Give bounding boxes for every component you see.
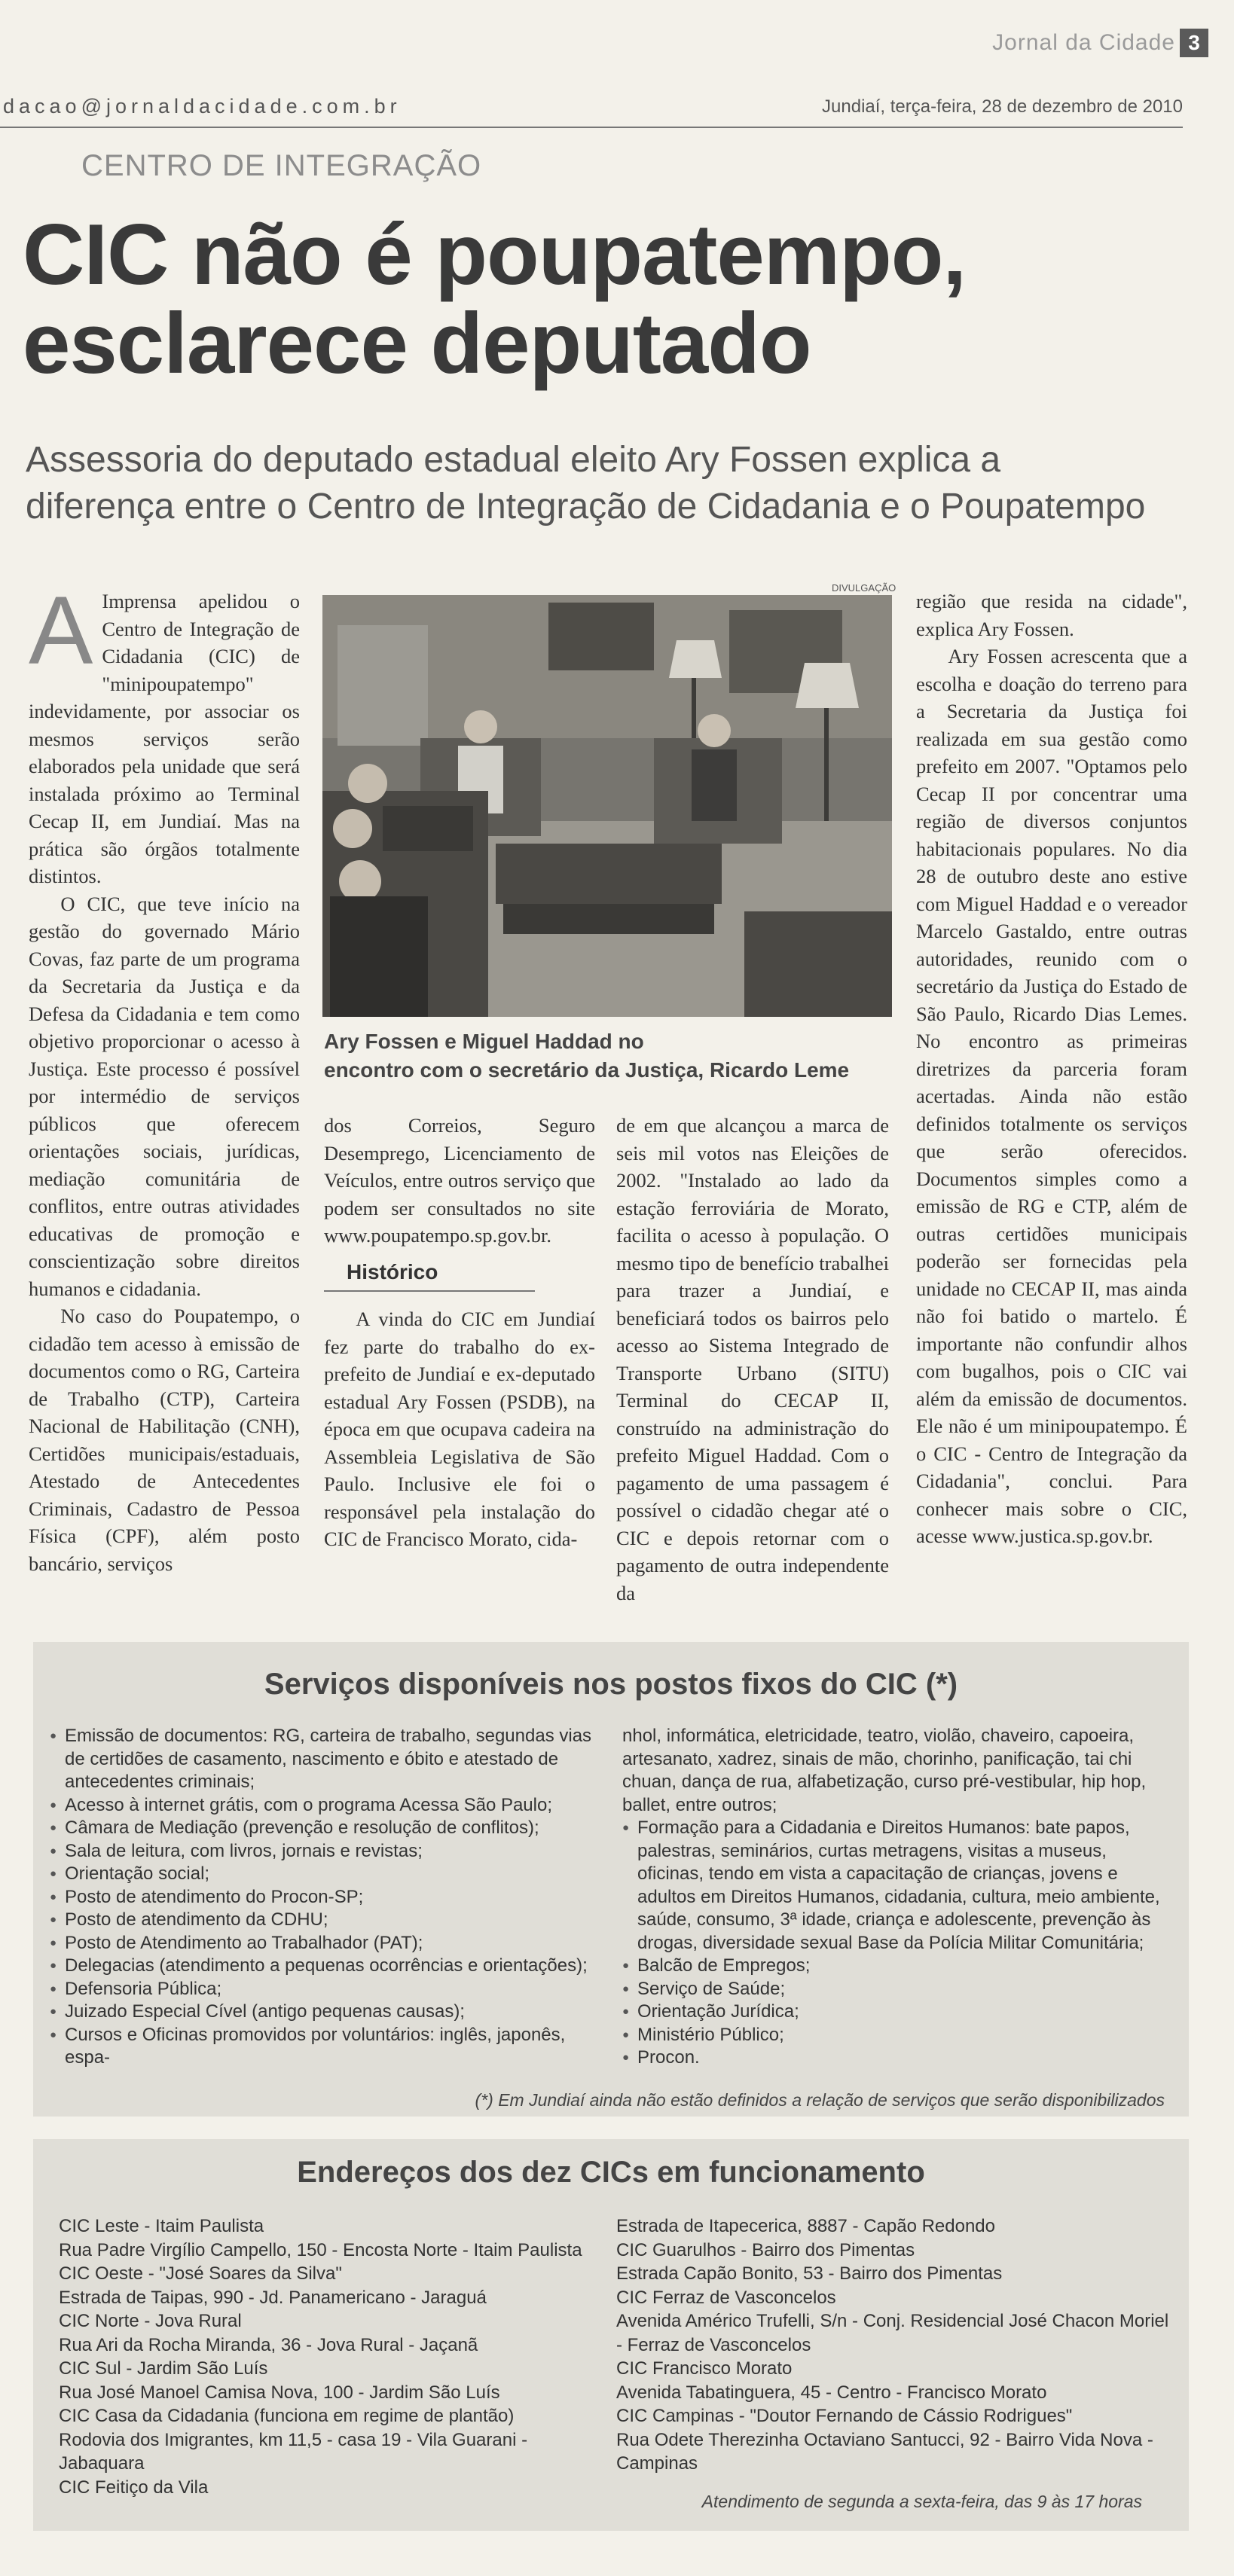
list-item-continuation: nhol, informática, eletricidade, teatro, violão, chaveiro, capoeira, artesanato, xadrez, sinais de mão, chorinho, panificação, tai chi chuan, dança de rua, alfabetização, curso pré-vestibular, hip hop, ballet, entre outros; <box>622 1726 1147 1815</box>
address-line: Estrada de Taipas, 990 - Jd. Panamericano - Jaraguá <box>59 2287 487 2308</box>
addresses-list-left <box>59 2214 616 2499</box>
deck <box>26 437 1186 530</box>
meeting-photo-illustration <box>322 595 892 1017</box>
paragraph: dos Correios, Seguro Desemprego, Licenciamento de Veículos, entre outros serviço que podem ser consultados no site www.poupatempo.sp.gov.br. <box>324 1114 595 1247</box>
paragraph: Ary Fossen acrescenta que a escolha e doação do terreno para a Secretaria da Justiça foi realizada em sua gestão como prefeito em 2007. "Optamos pelo Cecap II por concentrar uma região de diversos conjuntos habitacionais populares. No dia 28 de outubro deste ano estive com Miguel Haddad e o vereador Marcelo Gastaldo, entre outras autoridades, reunido com o secretário da Justiça do Estado de São Paulo, Ricardo Dias Lemes. No encontro as primeiras diretrizes da parceria foram acertadas. Ainda não estão definidos totalmente os serviços que serão oferecidos. Documentos simples como a emissão de RG e CTP, além de outras certidões municipais poderão ser fornecidas pela unidade no CECAP II, mas ainda não foi batido o martelo. É importante não confundir alhos com bugalhos, pois o CIC vai além da emissão de documentos. Ele não é um minipoupatempo. É o CIC - Centro de Integração da Cidadania", conclui. Para conhecer mais sobre o CIC, acesse www.justica.sp.gov.br. <box>916 645 1187 1547</box>
list-item: ● Câmara de Mediação (prevenção e resolução de conflitos); <box>50 1817 607 1840</box>
address-line: Rua Ari da Rocha Miranda, 36 - Jova Rural - Jaçanã <box>59 2334 478 2355</box>
caption-line-2: encontro com o secretário da Justiça, Ricardo Leme <box>324 1058 850 1082</box>
address-line: Rua Odete Therezinha Octaviano Santucci, 92 - Bairro Vida Nova - <box>616 2429 1153 2450</box>
address-line: Avenida Tabatinguera, 45 - Centro - Francisco Morato <box>616 2382 1047 2403</box>
paragraph: No caso do Poupatempo, o cidadão tem acesso à emissão de documentos como o RG, Carteira de Trabalho (CTP), Carteira Nacional de Habilitação (CNH), Certidões municipais/estaduais, Atestado de Antecedentes Criminais, Cadastro de Pessoa Física (CPF), além posto bancário, serviços <box>29 1305 300 1575</box>
list-item: ● Posto de atendimento da CDHU; <box>50 1909 607 1932</box>
list-item: ● Balcão de Empregos; <box>622 1955 1175 1978</box>
paragraph: O CIC, que teve início na gestão do governado Mário Covas, faz parte de um programa da Secretaria da Justiça e da Defesa da Cidadania e tem como objetivo proporcionar o acesso à Justiça. Este processo é possível por intermédio de serviços públicos que oferecem orientações sociais, jurídicas, mediação comunitária de conflitos, entre outras atividades educativas de promoção e conscientização sobre direitos humanos e cidadania. <box>29 892 300 1300</box>
services-list-left <box>50 1725 607 2070</box>
address-line: Estrada Capão Bonito, 53 - Bairro dos Pimentas <box>616 2263 1003 2284</box>
list-item: ● Orientação Jurídica; <box>622 2001 1175 2024</box>
list-item: ● Posto de Atendimento ao Trabalhador (PAT); <box>50 1932 607 1955</box>
article-column-2 <box>324 1112 595 1553</box>
address-line: CIC Norte - Jova Rural <box>59 2311 242 2331</box>
address-line: - Ferraz de Vasconcelos <box>616 2334 811 2355</box>
deck-line-2: diferença entre o Centro de Integração de Cidadania e o Poupatempo <box>26 487 1146 526</box>
addresses-footnote: Atendimento de segunda a sexta-feira, das 9 às 17 horas <box>701 2492 1142 2511</box>
address-line: Rodovia dos Imigrantes, km 11,5 - casa 19 - Vila Guarani - Jabaquara <box>59 2429 528 2474</box>
list-item: ● Serviço de Saúde; <box>622 1978 1175 2001</box>
masthead <box>0 23 1234 128</box>
list-item: ● Defensoria Pública; <box>50 1978 607 2001</box>
address-line: CIC Oeste - "José Soares da Silva" <box>59 2263 342 2284</box>
list-item: ● Juizado Especial Cível (antigo pequenas causas); <box>50 2001 607 2024</box>
list-item: ● Acesso à internet grátis, com o programa Acessa São Paulo; <box>50 1794 607 1818</box>
dateline: Jundiaí, terça-feira, 28 de dezembro de 2010 <box>822 96 1183 117</box>
address-line: CIC Feitiço da Vila <box>59 2477 209 2498</box>
page-number: 3 <box>1180 29 1208 57</box>
services-box-title: Serviços disponíveis nos postos fixos do CIC (*) <box>264 1668 958 1701</box>
address-line: CIC Campinas - "Doutor Fernando de Cássio Rodrigues" <box>616 2406 1073 2426</box>
list-item: ● Orientação social; <box>50 1863 607 1886</box>
paper-name: Jornal da Cidade <box>992 30 1175 55</box>
drop-cap: A <box>29 577 93 685</box>
address-line: CIC Casa da Cidadania (funciona em regime de plantão) <box>59 2406 515 2426</box>
list-item: ● Procon. <box>622 2046 1175 2070</box>
subhead-historico: Histórico <box>324 1250 535 1293</box>
headline <box>23 207 1198 392</box>
list-item: ● Posto de atendimento do Procon-SP; <box>50 1886 607 1909</box>
addresses-box-title: Endereços dos dez CICs em funcionamento <box>297 2156 925 2189</box>
list-item: ● Cursos e Oficinas promovidos por voluntários: inglês, japonês, espa- <box>50 2024 607 2070</box>
address-line: Rua José Manoel Camisa Nova, 100 - Jardim São Luís <box>59 2382 500 2403</box>
headline-line-2: esclarece deputado <box>23 296 811 392</box>
header-divider <box>0 127 1183 128</box>
list-item: ● Sala de leitura, com livros, jornais e revistas; <box>50 1840 607 1863</box>
addresses-box <box>33 2139 1189 2531</box>
paragraph: Imprensa apelidou o Centro de Integração de Cidadania (CIC) de "minipoupatempo" indevidamente, por associar os mesmos serviços serão elaborados pela unidade que será instalada próximo ao Terminal Cecap II, em Jundiaí. Mas na prática são órgãos totalmente distintos. <box>29 590 300 887</box>
services-footnote: (*) Em Jundiaí ainda não estão definidos a relação de serviços que serão disponibilizados <box>475 2090 1165 2110</box>
address-line: CIC Sul - Jardim São Luís <box>59 2358 268 2379</box>
address-line: Avenida Américo Trufelli, S/n - Conj. Residencial José Chacon Moriel <box>616 2311 1169 2331</box>
services-box <box>33 1642 1189 2117</box>
caption-line-1: Ary Fossen e Miguel Haddad no <box>324 1030 644 1053</box>
list-item: ● Formação para a Cidadania e Direitos Humanos: bate papos, palestras, seminários, curtas metragens, visitas a museus, oficinas, tendo em vista a capacitação de crianças, jovens e adultos em Direitos Humanos, cidadania, cultura, meio ambiente, saúde, consumo, 3ª idade, criança e adolescente, prevenção às drogas, diversidade sexual Base da Polícia Militar Comunitária; <box>622 1817 1175 1955</box>
list-item: ● Delegacias (atendimento a pequenas ocorrências e orientações); <box>50 1955 607 1978</box>
services-list-right <box>622 1725 1175 2070</box>
paragraph: de em que alcançou a marca de seis mil votos nas Eleições de 2002. "Instalado ao lado da estação ferroviária de Morato, facilita o acesso à população. O mesmo tipo de benefício trabalhei para trazer a Jundiaí, e beneficiará todos os bairros pelo acesso ao Sistema Integrado de Transporte Urbano (SITU) Terminal do CECAP II, construído na administração do prefeito Miguel Haddad. Com o pagamento de uma passagem é possível o cidadão chegar até o CIC e depois retornar com o pagamento de outra independente da <box>616 1114 889 1604</box>
article-column-4 <box>916 588 1187 1550</box>
address-line: Rua Padre Virgílio Campello, 150 - Encosta Norte - Itaim Paulista <box>59 2239 582 2260</box>
photo-credit: DIVULGAÇÃO <box>832 582 896 594</box>
section-kicker: CENTRO DE INTEGRAÇÃO <box>81 149 482 182</box>
meeting-photo <box>322 595 892 1017</box>
paragraph: região que resida na cidade", explica Ary Fossen. <box>916 590 1187 640</box>
address-line: Estrada de Itapecerica, 8887 - Capão Redondo <box>616 2216 996 2236</box>
paragraph: A vinda do CIC em Jundiaí fez parte do trabalho do ex-prefeito de Jundiaí e ex-deputado estadual Ary Fossen (PSDB), na época em que ocupava cadeira na Assembleia Legislativa de São Paulo. Inclusive ele foi o responsável pela instalação do CIC de Francisco Morato, cida- <box>324 1308 595 1550</box>
deck-line-1: Assessoria do deputado estadual eleito Ary Fossen explica a <box>26 440 1001 480</box>
address-line: CIC Ferraz de Vasconcelos <box>616 2287 836 2308</box>
address-line: Campinas <box>616 2453 698 2474</box>
addresses-list-right <box>616 2214 1177 2476</box>
article-column-3 <box>616 1112 889 1607</box>
list-item: ● Ministério Público; <box>622 2024 1175 2047</box>
address-line: CIC Leste - Itaim Paulista <box>59 2216 264 2236</box>
headline-line-1: CIC não é poupatempo, <box>23 207 967 303</box>
address-line: CIC Francisco Morato <box>616 2358 793 2379</box>
address-line: CIC Guarulhos - Bairro dos Pimentas <box>616 2239 915 2260</box>
article-column-1 <box>29 577 300 1577</box>
photo-caption <box>324 1027 896 1085</box>
list-item: ● Emissão de documentos: RG, carteira de trabalho, segundas vias de certidões de casamento, nascimento e óbito e atestado de antecedentes criminais; <box>50 1725 607 1794</box>
email-address: dacao@jornaldacidade.com.br <box>3 95 402 118</box>
